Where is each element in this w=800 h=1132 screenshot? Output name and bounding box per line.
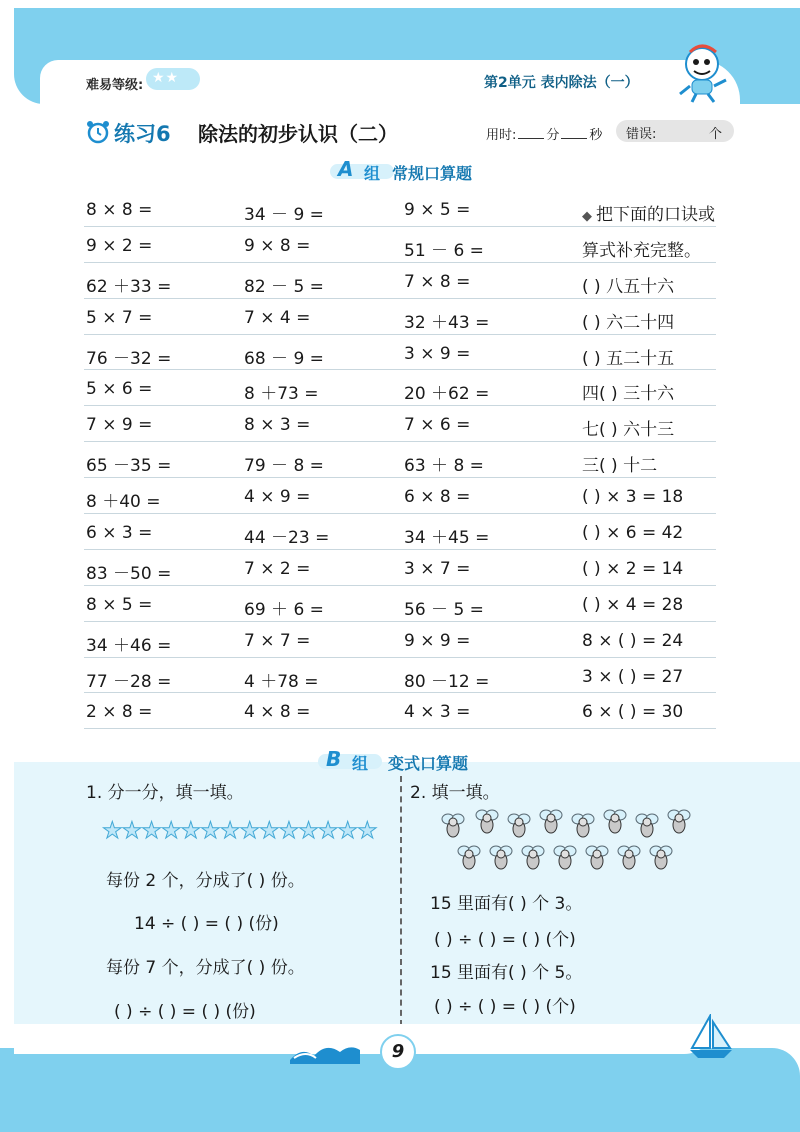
bee-icon <box>488 844 514 872</box>
problem-row <box>84 263 716 299</box>
question-1-title: 1. 分一分，填一填。 <box>86 783 244 803</box>
page-number: 9 <box>380 1034 416 1070</box>
problem: 9 × 2 = <box>86 235 153 256</box>
minutes-blank[interactable] <box>518 138 544 139</box>
problem: 68 － 9 = <box>244 348 324 369</box>
exercise-title-row <box>86 118 726 148</box>
fill-in-problem[interactable]: ( ) 五二十五 <box>582 348 675 369</box>
question-2-line[interactable]: ( ) ÷ ( ) = ( ) (个) <box>434 997 576 1017</box>
footer-inner <box>14 1024 714 1054</box>
bee-icons-group <box>440 806 702 876</box>
problem: 8 × 5 = <box>86 594 153 615</box>
side-instruction-text: 把下面的口诀或 <box>596 205 715 225</box>
problem: 4 ＋78 = <box>244 671 319 692</box>
bee-icon <box>602 808 628 836</box>
seconds-blank[interactable] <box>561 138 587 139</box>
group-b-tag <box>314 747 386 773</box>
bee-icon <box>506 812 532 840</box>
bee-icon <box>634 812 660 840</box>
problem: 9 × 9 = <box>404 630 471 651</box>
problem-row <box>84 514 716 550</box>
side-instruction: 算式补充完整。 <box>582 240 701 261</box>
question-2-line[interactable]: 15 里面有( ) 个 5。 <box>430 963 583 983</box>
bee-icon <box>648 844 674 872</box>
bee-icon <box>440 812 466 840</box>
problem: 8 × 3 = <box>244 415 311 436</box>
problem-row <box>84 191 716 227</box>
fill-in-problem[interactable]: ( ) × 4 = 28 <box>582 594 684 615</box>
bee-icon <box>520 844 546 872</box>
fill-in-problem[interactable]: 8 × ( ) = 24 <box>582 630 684 651</box>
problem: 44 －23 = <box>244 528 330 549</box>
problem: 34 ＋45 = <box>404 528 490 549</box>
minutes-unit: 分 <box>546 128 560 143</box>
group-a-word: 组 <box>364 164 381 183</box>
sailboat-icon <box>686 1014 736 1062</box>
problem: 63 ＋ 8 = <box>404 456 484 477</box>
problem: 6 × 8 = <box>404 487 471 508</box>
problem: 83 －50 = <box>86 563 172 584</box>
problem: 20 ＋62 = <box>404 384 490 405</box>
problem: 9 × 5 = <box>404 200 471 220</box>
mascot-icon <box>676 42 732 104</box>
problem: 4 × 3 = <box>404 702 471 723</box>
group-b-name: 变式口算题 <box>388 754 469 773</box>
question-2-line[interactable]: 15 里面有( ) 个 3。 <box>430 894 583 914</box>
error-label: 错误: <box>626 127 657 142</box>
question-2-title: 2. 填一填。 <box>410 783 500 803</box>
bee-icon <box>474 808 500 836</box>
problem: 2 × 8 = <box>86 702 153 723</box>
problem: 3 × 9 = <box>404 343 471 364</box>
bee-icon <box>616 844 642 872</box>
group-b-letter: B <box>326 747 342 771</box>
problem-row <box>84 406 716 442</box>
seconds-unit: 秒 <box>589 128 603 143</box>
error-count-box[interactable] <box>616 120 734 142</box>
difficulty-label: 难易等级: <box>86 78 144 93</box>
problem: 51 － 6 = <box>404 240 484 261</box>
problem: 6 × 3 = <box>86 523 153 544</box>
question-1-line[interactable]: ( ) ÷ ( ) = ( ) (份) <box>114 1002 256 1022</box>
problem-row <box>84 335 716 371</box>
problem: 9 × 8 = <box>244 235 311 256</box>
problem-row <box>84 658 716 694</box>
problem: 4 × 8 = <box>244 702 311 723</box>
problem-row <box>84 478 716 514</box>
unit-title: 第2单元 表内除法（一） <box>484 75 639 91</box>
problem-row <box>84 693 716 729</box>
question-1-line[interactable]: 每份 2 个，分成了( ) 份。 <box>106 871 305 891</box>
fill-in-problem[interactable]: 七( ) 六十三 <box>582 420 675 441</box>
question-1-line[interactable]: 14 ÷ ( ) = ( ) (份) <box>134 914 279 934</box>
side-instruction <box>582 200 715 225</box>
fill-in-problem[interactable]: ( ) 八五十六 <box>582 276 675 297</box>
problem-row <box>84 622 716 658</box>
error-unit: 个 <box>708 127 722 142</box>
diamond-bullet-icon: ◆ <box>582 209 592 224</box>
fill-in-problem[interactable]: 四( ) 三十六 <box>582 384 675 405</box>
fill-in-problem[interactable]: 6 × ( ) = 30 <box>582 702 684 723</box>
fill-in-problem[interactable]: 三( ) 十二 <box>582 456 658 477</box>
problem: 79 － 8 = <box>244 456 324 477</box>
problem: 34 ＋46 = <box>86 635 172 656</box>
problem-row <box>84 442 716 478</box>
problem-row <box>84 586 716 622</box>
group-a-problems <box>84 191 716 729</box>
group-b-word: 组 <box>352 754 369 773</box>
fill-in-problem[interactable]: ( ) × 6 = 42 <box>582 523 684 544</box>
wave-icon <box>290 1040 360 1064</box>
problem: 7 × 7 = <box>244 630 311 651</box>
group-a-letter: A <box>338 157 354 181</box>
problem: 56 － 5 = <box>404 599 484 620</box>
bee-icon <box>570 812 596 840</box>
problem-row <box>84 550 716 586</box>
problem: 69 ＋ 6 = <box>244 599 324 620</box>
problem: 8 ＋73 = <box>244 384 319 405</box>
question-1-line[interactable]: 每份 7 个，分成了( ) 份。 <box>106 958 305 978</box>
problem-row <box>84 299 716 335</box>
problem: 7 × 2 = <box>244 558 311 579</box>
bee-icon <box>584 844 610 872</box>
group-b-header <box>314 747 504 773</box>
bee-icon <box>552 844 578 872</box>
problem-row <box>84 227 716 263</box>
problem: 82 － 5 = <box>244 276 324 297</box>
problem: 8 ＋40 = <box>86 492 161 513</box>
problem-row <box>84 370 716 406</box>
problem: 34 － 9 = <box>244 205 324 225</box>
alarm-clock-icon <box>86 120 110 144</box>
bee-icon <box>666 808 692 836</box>
group-a-header <box>326 157 506 183</box>
group-a-name: 常规口算题 <box>392 164 473 183</box>
problem: 65 －35 = <box>86 456 172 477</box>
problem: 80 －12 = <box>404 671 490 692</box>
problem: 8 × 8 = <box>86 200 153 220</box>
problem: 7 × 6 = <box>404 415 471 436</box>
fill-in-problem[interactable]: ( ) × 2 = 14 <box>582 558 684 579</box>
exercise-title: 除法的初步认识（二） <box>198 122 398 146</box>
star-icons-row: ★★★★★★★★★★★★★★ <box>102 818 377 844</box>
problem: 7 × 9 = <box>86 415 153 436</box>
group-a-tag <box>326 157 398 183</box>
problem: 76 －32 = <box>86 348 172 369</box>
column-divider <box>400 776 402 1026</box>
problem: 62 ＋33 = <box>86 276 172 297</box>
problem: 5 × 7 = <box>86 307 153 328</box>
fill-in-problem[interactable]: ( ) × 3 = 18 <box>582 487 684 508</box>
question-2-line[interactable]: ( ) ÷ ( ) = ( ) (个) <box>434 930 576 950</box>
time-used <box>486 124 602 143</box>
problem: 5 × 6 = <box>86 379 153 400</box>
problem: 7 × 4 = <box>244 307 311 328</box>
fill-in-problem[interactable]: ( ) 六二十四 <box>582 312 675 333</box>
problem: 32 ＋43 = <box>404 312 490 333</box>
problem: 3 × 7 = <box>404 558 471 579</box>
problem: 77 －28 = <box>86 671 172 692</box>
difficulty-stars: ★★ <box>152 70 180 86</box>
bee-icon <box>456 844 482 872</box>
fill-in-problem[interactable]: 3 × ( ) = 27 <box>582 666 684 687</box>
problem: 7 × 8 = <box>404 271 471 292</box>
problem: 4 × 9 = <box>244 487 311 508</box>
time-label: 用时: <box>486 128 517 143</box>
exercise-number: 练习6 <box>114 122 171 146</box>
bee-icon <box>538 808 564 836</box>
